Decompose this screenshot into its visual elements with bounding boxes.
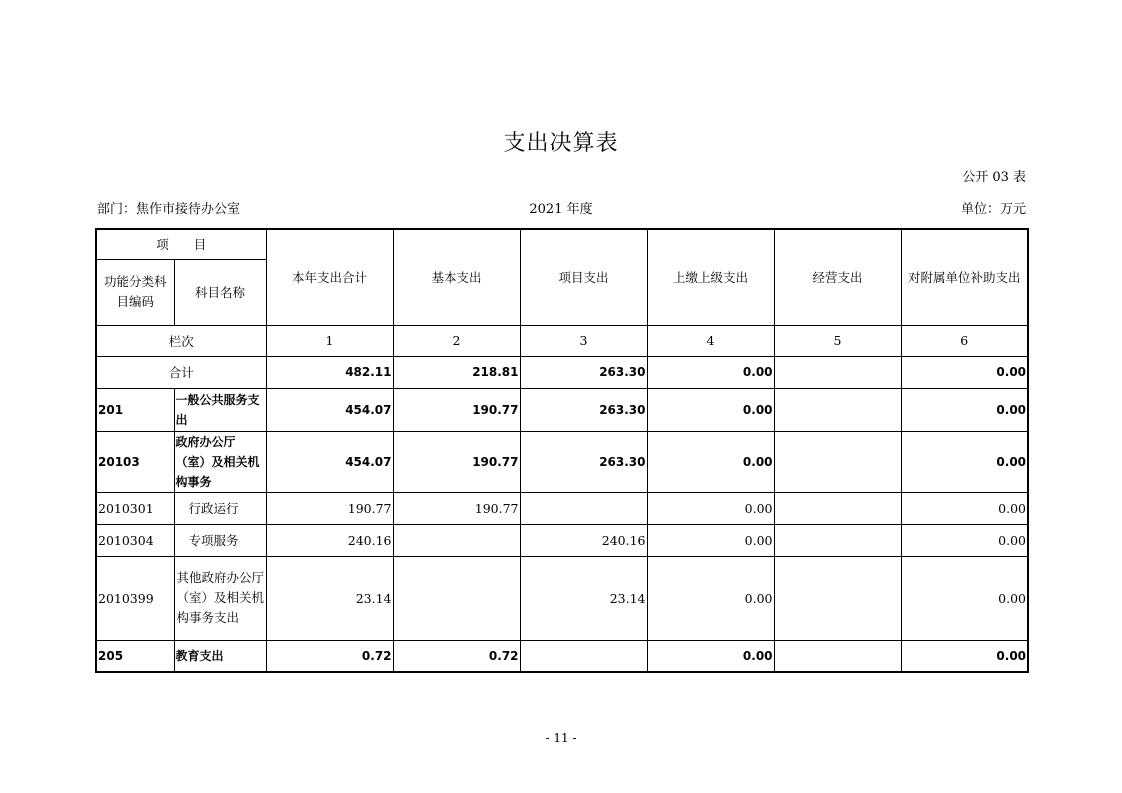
- row-value: 0.00: [647, 556, 774, 640]
- row-index-cell: 2: [393, 325, 520, 356]
- header-subject-name: 科目名称: [174, 259, 266, 325]
- row-value: 23.14: [520, 556, 647, 640]
- header-col-project: 项目支出: [520, 229, 647, 325]
- total-value: 263.30: [520, 356, 647, 388]
- row-value: 23.14: [266, 556, 393, 640]
- row-value: [520, 640, 647, 672]
- row-value: [774, 524, 901, 556]
- row-value: [774, 431, 901, 492]
- table-row: [96, 556, 1028, 640]
- row-name: 一般公共服务支出: [174, 388, 266, 431]
- row-value: 0.00: [901, 640, 1028, 672]
- row-code: 2010399: [96, 556, 174, 640]
- row-code: 201: [96, 388, 174, 431]
- unit-label: 单位：万元: [960, 202, 1026, 217]
- document-title: 支出决算表: [503, 131, 619, 156]
- total-label: 合计: [96, 356, 266, 388]
- row-value: 240.16: [266, 524, 393, 556]
- table-row: [96, 640, 1028, 672]
- row-value: 0.00: [647, 388, 774, 431]
- row-index-cell: 1: [266, 325, 393, 356]
- row-code: 2010301: [96, 492, 174, 524]
- row-name: 行政运行: [174, 492, 266, 524]
- row-value: 0.00: [901, 492, 1028, 524]
- row-value: [774, 388, 901, 431]
- row-value: 0.00: [901, 556, 1028, 640]
- row-value: 190.77: [393, 431, 520, 492]
- total-value: 482.11: [266, 356, 393, 388]
- row-code: 20103: [96, 431, 174, 492]
- row-value: [520, 492, 647, 524]
- total-value: 0.00: [901, 356, 1028, 388]
- header-item: 项 目: [96, 229, 266, 259]
- header-col-remit: 上缴上级支出: [647, 229, 774, 325]
- row-value: 240.16: [520, 524, 647, 556]
- row-value: 0.00: [647, 524, 774, 556]
- row-value: 0.00: [647, 431, 774, 492]
- table-row: [96, 492, 1028, 524]
- row-index-cell: 3: [520, 325, 647, 356]
- row-value: 190.77: [393, 388, 520, 431]
- row-value: [393, 556, 520, 640]
- row-index-cell: 6: [901, 325, 1028, 356]
- header-col-basic: 基本支出: [393, 229, 520, 325]
- total-value: 0.00: [647, 356, 774, 388]
- row-index-label: 栏次: [96, 325, 266, 356]
- row-value: 0.00: [647, 640, 774, 672]
- row-index-cell: 5: [774, 325, 901, 356]
- row-value: 0.00: [647, 492, 774, 524]
- expenditure-table: [95, 228, 1029, 673]
- header-col-operating: 经营支出: [774, 229, 901, 325]
- row-value: 454.07: [266, 431, 393, 492]
- department-label: 部门：焦作市接待办公室: [97, 202, 241, 217]
- row-value: 263.30: [520, 431, 647, 492]
- row-value: [393, 524, 520, 556]
- row-value: 190.77: [393, 492, 520, 524]
- row-code: 205: [96, 640, 174, 672]
- total-row: [96, 356, 1028, 388]
- row-value: 0.72: [266, 640, 393, 672]
- row-value: 0.72: [393, 640, 520, 672]
- row-name: 其他政府办公厅（室）及相关机构事务支出: [174, 556, 266, 640]
- table-row: [96, 524, 1028, 556]
- total-value: [774, 356, 901, 388]
- row-value: 454.07: [266, 388, 393, 431]
- table-row: [96, 431, 1028, 492]
- row-value: 263.30: [520, 388, 647, 431]
- page-number: - 11 -: [545, 731, 577, 745]
- row-name: 政府办公厅（室）及相关机构事务: [174, 431, 266, 492]
- row-value: 0.00: [901, 524, 1028, 556]
- row-value: [774, 556, 901, 640]
- total-value: 218.81: [393, 356, 520, 388]
- header-col-total: 本年支出合计: [266, 229, 393, 325]
- row-code: 2010304: [96, 524, 174, 556]
- row-value: 0.00: [901, 388, 1028, 431]
- row-name: 专项服务: [174, 524, 266, 556]
- row-index-cell: 4: [647, 325, 774, 356]
- header-col-subsidy: 对附属单位补助支出: [901, 229, 1028, 325]
- table-row: [96, 388, 1028, 431]
- row-name: 教育支出: [174, 640, 266, 672]
- row-value: [774, 492, 901, 524]
- header-func-code: 功能分类科目编码: [96, 259, 174, 325]
- row-value: 190.77: [266, 492, 393, 524]
- form-code: 公开 03 表: [962, 170, 1026, 185]
- fiscal-year: 2021 年度: [529, 202, 593, 217]
- row-value: [774, 640, 901, 672]
- row-value: 0.00: [901, 431, 1028, 492]
